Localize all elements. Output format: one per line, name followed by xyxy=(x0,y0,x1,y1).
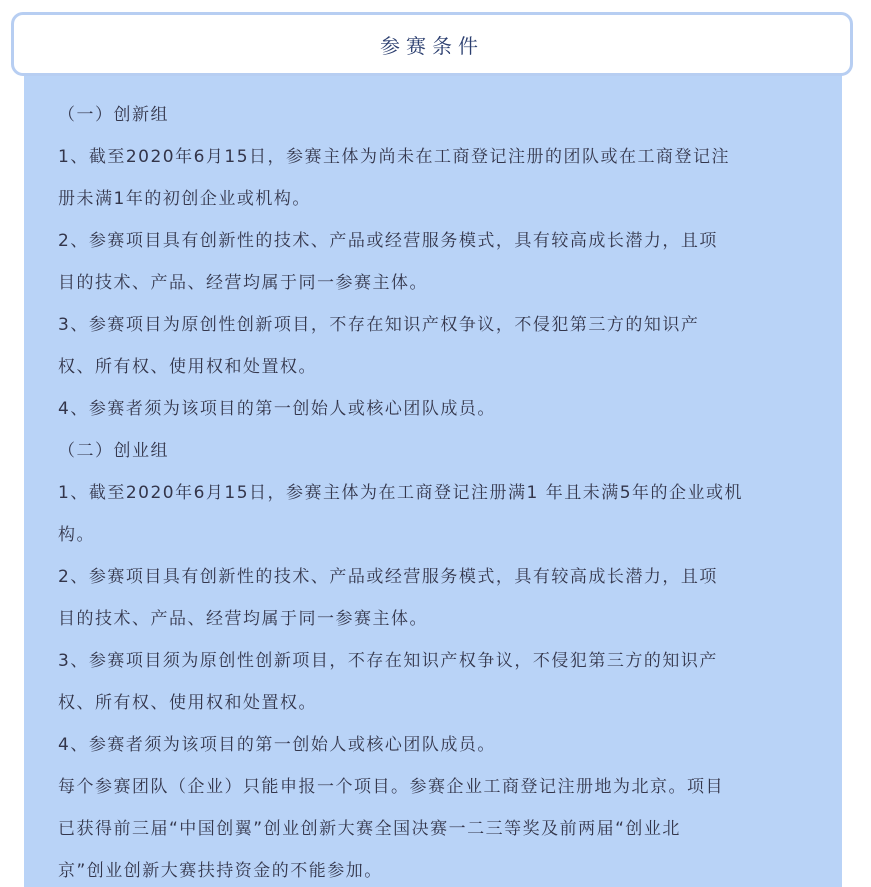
text-line: 2、参赛项目具有创新性的技术、产品或经营服务模式，具有较高成长潜力，且项 xyxy=(58,231,718,251)
text-line: 每个参赛团队（企业）只能申报一个项目。参赛企业工商登记注册地为北京。项目 xyxy=(58,777,724,797)
text-line: 4、参赛者须为该项目的第一创始人或核心团队成员。 xyxy=(58,399,496,419)
text-line: 2、参赛项目具有创新性的技术、产品或经营服务模式，具有较高成长潜力，且项 xyxy=(58,567,718,587)
text-line: 1、截至2020年6月15日，参赛主体为尚未在工商登记注册的团队或在工商登记注 xyxy=(58,147,731,167)
text-line: 京”创业创新大赛扶持资金的不能参加。 xyxy=(58,861,383,881)
text-line: 构。 xyxy=(58,525,95,545)
text-line: 目的技术、产品、经营均属于同一参赛主体。 xyxy=(58,609,428,629)
text-line: 权、所有权、使用权和处置权。 xyxy=(58,693,317,713)
text-line: 已获得前三届“中国创翼”创业创新大赛全国决赛一二三等奖及前两届“创业北 xyxy=(58,819,681,839)
group-heading-startup: （二）创业组 xyxy=(58,441,169,461)
text-line: 权、所有权、使用权和处置权。 xyxy=(58,357,317,377)
group-heading-innovation: （一）创新组 xyxy=(58,105,169,125)
text-line: 1、截至2020年6月15日，参赛主体为在工商登记注册满1 年且未满5年的企业或机 xyxy=(58,483,744,503)
text-line: 4、参赛者须为该项目的第一创始人或核心团队成员。 xyxy=(58,735,496,755)
text-line: 册未满1年的初创企业或机构。 xyxy=(58,189,311,209)
conditions-text xyxy=(58,94,808,887)
section-title: 参赛条件 xyxy=(380,33,484,58)
text-line: 3、参赛项目为原创性创新项目，不存在知识产权争议，不侵犯第三方的知识产 xyxy=(58,315,700,335)
section-header xyxy=(11,12,853,76)
text-line: 目的技术、产品、经营均属于同一参赛主体。 xyxy=(58,273,428,293)
text-line: 3、参赛项目须为原创性创新项目，不存在知识产权争议，不侵犯第三方的知识产 xyxy=(58,651,718,671)
